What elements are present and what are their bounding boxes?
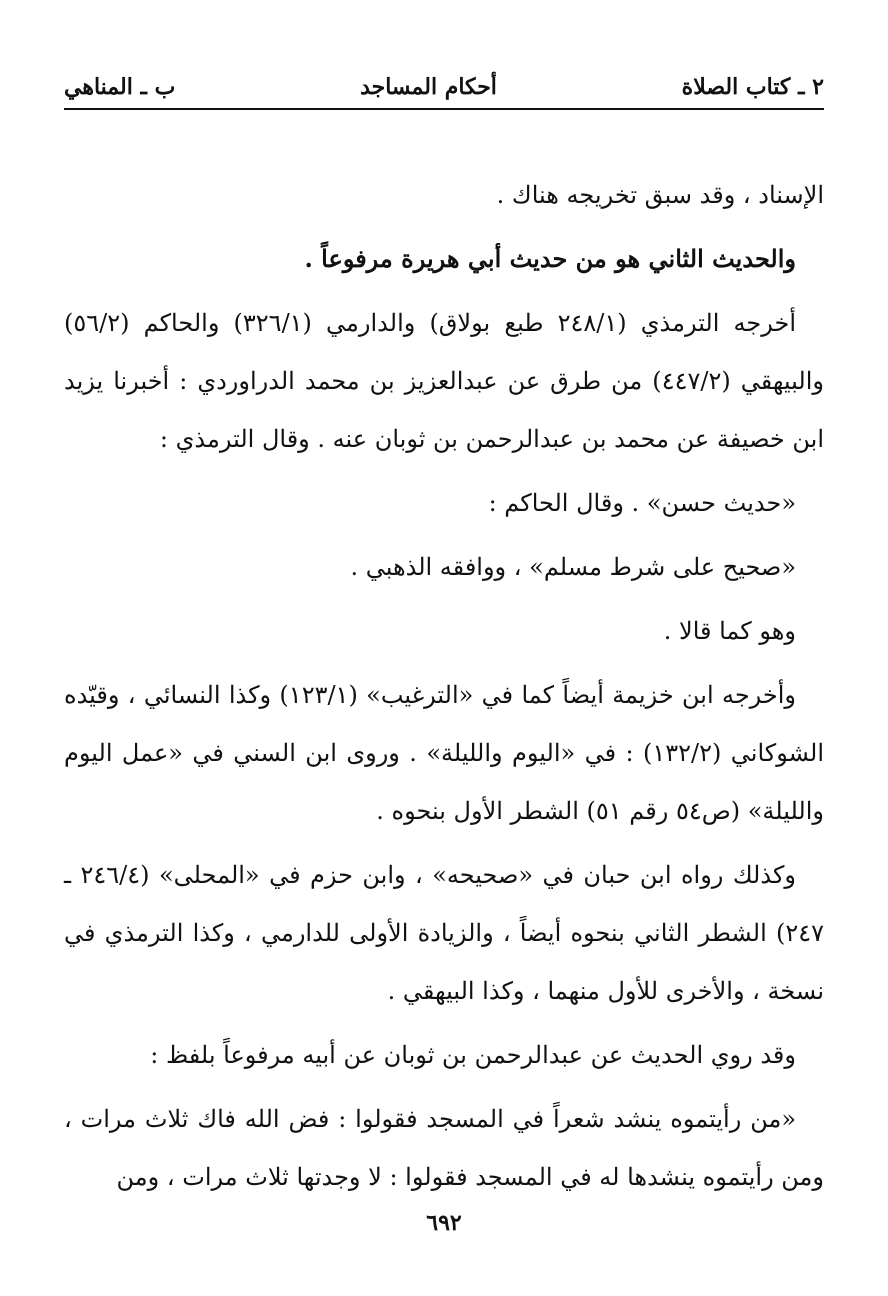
body-text — [64, 166, 824, 1206]
header-section-title: أحكام المساجد — [360, 74, 497, 100]
page-number: ٦٩٢ — [426, 1210, 462, 1236]
paragraph: أخرجه الترمذي (٢٤٨/١ طبع بولاق) والدارمي (٣٢٦/١) والحاكم (٥٦/٢) والبيهقي (٤٤٧/٢) من طرق عن عبدالعزيز بن محمد الدراوردي : أخبرنا يزيد ابن خصيفة عن محمد بن عبدالرحمن بن ثوبان عنه . وقال الترمذي : — [64, 309, 824, 453]
paragraph: وهو كما قالا . — [663, 617, 796, 645]
paragraph: الإسناد ، وقد سبق تخريجه هناك . — [496, 181, 824, 209]
paragraph: «حديث حسن» . وقال الحاكم : — [488, 489, 796, 517]
running-header — [64, 74, 824, 110]
paragraph: وأخرجه ابن خزيمة أيضاً كما في «الترغيب» (١٢٣/١) وكذا النسائي ، وقيّده الشوكاني (١٣٢/٢) : في «اليوم والليلة» . وروى ابن السني في «عمل اليوم والليلة» (ص٥٤ رقم ٥١) الشطر الأول بنحوه . — [64, 681, 825, 825]
page — [64, 74, 824, 1236]
header-subsection: ب ـ المناهي — [64, 74, 176, 100]
header-chapter: ٢ ـ كتاب الصلاة — [681, 74, 824, 100]
paragraph: «صحيح على شرط مسلم» ، ووافقه الذهبي . — [350, 553, 796, 581]
paragraph: وقد روي الحديث عن عبدالرحمن بن ثوبان عن أبيه مرفوعاً بلفظ : — [150, 1041, 796, 1069]
paragraph: «من رأيتموه ينشد شعراً في المسجد فقولوا : فض الله فاك ثلاث مرات ، ومن رأيتموه ينشدها له في المسجد فقولوا : لا وجدتها ثلاث مرات ، ومن — [64, 1105, 824, 1191]
paragraph: وكذلك رواه ابن حبان في «صحيحه» ، وابن حزم في «المحلى» (٢٤٦/٤ ـ ٢٤٧) الشطر الثاني بنحوه أيضاً ، والزيادة الأولى للدارمي ، وكذا الترمذي في نسخة ، والأخرى للأول منهما ، وكذا البيهقي . — [64, 861, 824, 1005]
paragraph-heading: والحديث الثاني هو من حديث أبي هريرة مرفوعاً . — [304, 244, 796, 273]
